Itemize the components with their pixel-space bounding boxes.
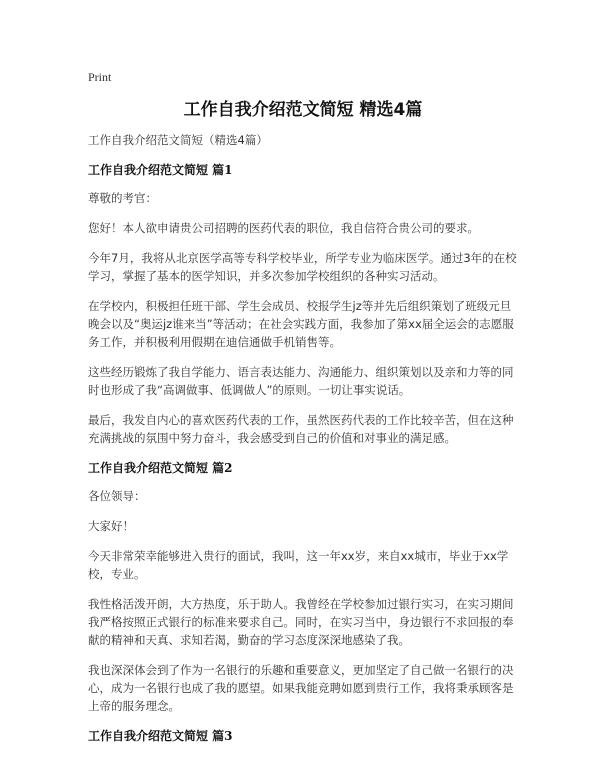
- section-heading-1: 工作自我介绍范文简短 篇1: [88, 163, 233, 177]
- paragraph: 大家好！: [88, 519, 134, 533]
- paragraph: 在学校内，积极担任班干部、学生会成员、校报学生jz等并先后组织策划了班级元旦晚会以及“奥运jz谁来当”等活动；在社会实践方面，我参加了第xx届全运会的志愿服务工作，并积极利用假期在迪信通做手机销售等。: [88, 299, 514, 349]
- page-title: 工作自我介绍范文简短 精选4篇: [183, 100, 423, 120]
- paragraph: 我性格活泼开朗，大方热度，乐于助人。我曾经在学校参加过银行实习，在实习期间我严格按照正式银行的标准来要求自己。同时，在实习当中，身边银行不求回报的奉献的精神和天真、求知若渴，勤奋的学习态度深深地感染了我。: [88, 597, 514, 647]
- paragraph: 今天非常荣幸能够进入贵行的面试，我叫，这一年xx岁，来自xx城市，毕业于xx学校，专业。: [88, 549, 509, 581]
- section-heading-3: 工作自我介绍范文简短 篇3: [88, 729, 233, 743]
- paragraph: 我也深深体会到了作为一名银行的乐趣和重要意义，更加坚定了自己做一名银行的决心，成为一名银行也成了我的愿望。如果我能竞聘如愿到贵行工作，我将秉承顾客是上帝的服务理念。: [88, 663, 514, 713]
- paragraph: 尊敬的考官：: [88, 191, 157, 205]
- paragraph: 各位领导：: [88, 489, 146, 503]
- paragraph: 您好！本人欲申请贵公司招聘的医药代表的职位，我自信符合贵公司的要求。: [88, 221, 479, 235]
- article-body: [88, 131, 518, 755]
- paragraph: 这些经历锻炼了我自学能力、语言表达能力、沟通能力、组织策划以及亲和力等的同时也形成了我“高调做事、低调做人”的原则。一切让事实说话。: [88, 365, 514, 397]
- print-link[interactable]: Print: [88, 70, 112, 84]
- document-subtitle: 工作自我介绍范文简短（精选4篇）: [88, 133, 268, 147]
- paragraph: 最后，我发自内心的喜欢医药代表的工作，虽然医药代表的工作比较辛苦，但在这种充满挑战的氛围中努力奋斗，我会感受到自己的价值和对事业的满足感。: [88, 413, 514, 445]
- section-heading-2: 工作自我介绍范文简短 篇2: [88, 461, 233, 475]
- paragraph: 今年7月，我将从北京医学高等专科学校毕业，所学专业为临床医学。通过3年的在校学习，掌握了基本的医学知识，并多次参加学校组织的各种实习活动。: [88, 251, 517, 283]
